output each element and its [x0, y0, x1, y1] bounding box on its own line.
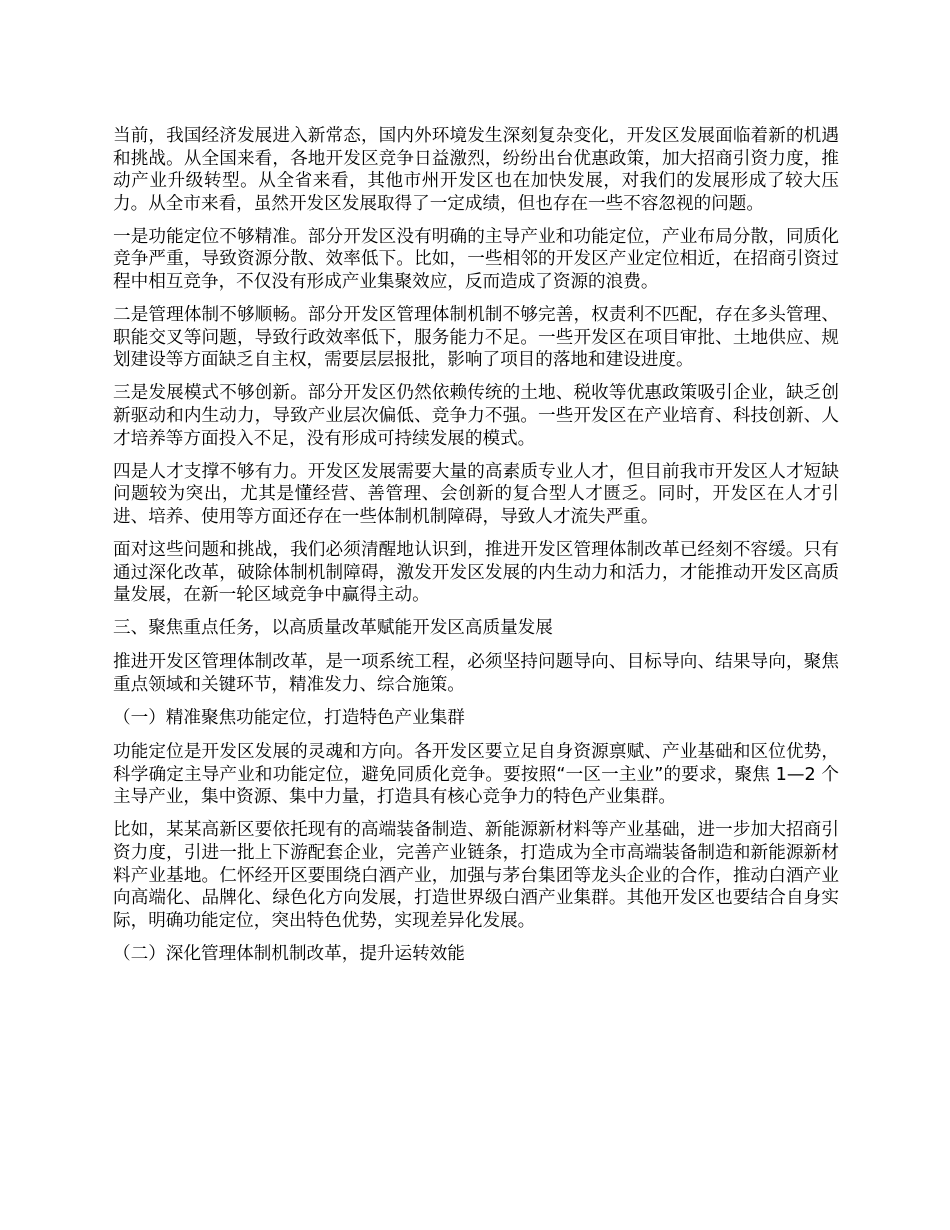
paragraph-conclusion: 面对这些问题和挑战，我们必须清醒地认识到，推进开发区管理体制改革已经刻不容缓。只有通过深化改革，破除体制机制障碍，激发开发区发展的内生动力和活力，才能推动开发区高质量发展，在新一轮区域竞争中赢得主动。 [113, 540, 839, 606]
subsection-heading-2: （二）深化管理体制机制改革，提升运转效能 [113, 943, 465, 964]
paragraph-problem-3: 三是发展模式不够创新。部分开发区仍然依赖传统的土地、税收等优惠政策吸引企业，缺乏创新驱动和内生动力，导致产业层次偏低、竞争力不强。一些开发区在产业培育、科技创新、人才培养等方面投入不足，没有形成可持续发展的模式。 [113, 383, 839, 449]
paragraph-problem-4: 四是人才支撑不够有力。开发区发展需要大量的高素质专业人才，但目前我市开发区人才短缺问题较为突出，尤其是懂经营、善管理、会创新的复合型人才匮乏。同时，开发区在人才引进、培养、使用等方面还存在一些体制机制障碍，导致人才流失严重。 [113, 461, 839, 527]
paragraph-problem-1: 一是功能定位不够精准。部分开发区没有明确的主导产业和功能定位，产业布局分散，同质化竞争严重，导致资源分散、效率低下。比如，一些相邻的开发区产业定位相近，在招商引资过程中相互竞争，不仅没有形成产业集聚效应，反而造成了资源的浪费。 [113, 226, 839, 293]
subsection-heading-1: （一）精准聚焦功能定位，打造特色产业集群 [113, 708, 465, 729]
document-body [113, 125, 839, 977]
paragraph-positioning: 功能定位是开发区发展的灵魂和方向。各开发区要立足自身资源禀赋、产业基础和区位优势，科学确定主导产业和功能定位，避免同质化竞争。要按照“一区一主业”的要求，聚焦 1—2 个主导产业，集中资源、集中力量，打造具有核心竞争力的特色产业集群。 [113, 742, 839, 808]
section-heading-3: 三、聚焦重点任务，以高质量改革赋能开发区高质量发展 [113, 618, 553, 639]
paragraph-example: 比如，某某高新区要依托现有的高端装备制造、新能源新材料等产业基础，进一步加大招商引资力度，引进一批上下游配套企业，完善产业链条，打造成为全市高端装备制造和新能源新材料产业基地。仁怀经开区要围绕白酒产业，加强与茅台集团等龙头企业的合作，推动白酒产业向高端化、品牌化、绿色化方向发展，打造世界级白酒产业集群。其他开发区也要结合自身实际，明确功能定位，突出特色优势，实现差异化发展。 [113, 820, 839, 931]
paragraph-section-intro: 推进开发区管理体制改革，是一项系统工程，必须坚持问题导向、目标导向、结果导向，聚焦重点领域和关键环节，精准发力、综合施策。 [113, 652, 839, 695]
paragraph-intro: 当前，我国经济发展进入新常态，国内外环境发生深刻复杂变化，开发区发展面临着新的机遇和挑战。从全国来看，各地开发区竞争日益激烈，纷纷出台优惠政策，加大招商引资力度，推动产业升级转型。从全省来看，其他市州开发区也在加快发展，对我们的发展形成了较大压力。从全市来看，虽然开发区发展取得了一定成绩，但也存在一些不容忽视的问题。 [113, 126, 839, 214]
paragraph-problem-2: 二是管理体制不够顺畅。部分开发区管理体制机制不够完善，权责利不匹配，存在多头管理、职能交叉等问题，导致行政效率低下，服务能力不足。一些开发区在项目审批、土地供应、规划建设等方面缺乏自主权，需要层层报批，影响了项目的落地和建设进度。 [113, 305, 839, 371]
